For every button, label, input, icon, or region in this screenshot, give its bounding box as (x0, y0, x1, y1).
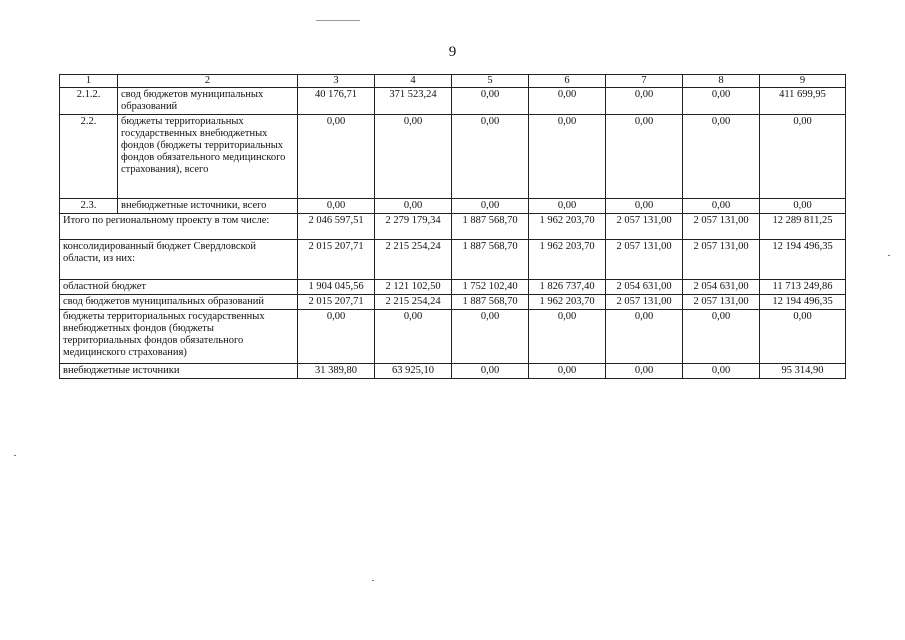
value-cell: 63 925,10 (375, 364, 452, 379)
value-cell: 2 057 131,00 (683, 295, 760, 310)
table-row (60, 199, 846, 214)
scan-speck (372, 580, 374, 581)
value-cell: 2 215 254,24 (375, 295, 452, 310)
page-number: 9 (448, 44, 457, 60)
value-cell: 0,00 (606, 199, 683, 214)
value-cell: 1 962 203,70 (529, 240, 606, 280)
value-cell: 0,00 (760, 115, 846, 199)
row-name: областной бюджет (60, 280, 298, 295)
value-cell: 0,00 (760, 199, 846, 214)
value-cell: 0,00 (452, 88, 529, 115)
value-cell: 0,00 (683, 364, 760, 379)
value-cell: 1 887 568,70 (452, 295, 529, 310)
table-row (60, 88, 846, 115)
value-cell: 0,00 (683, 310, 760, 364)
value-cell: 0,00 (452, 199, 529, 214)
value-cell: 0,00 (683, 88, 760, 115)
value-cell: 0,00 (452, 115, 529, 199)
value-cell: 11 713 249,86 (760, 280, 846, 295)
column-header: 1 (60, 75, 118, 88)
value-cell: 0,00 (529, 115, 606, 199)
value-cell: 2 057 131,00 (606, 295, 683, 310)
value-cell: 0,00 (683, 115, 760, 199)
value-cell: 2 215 254,24 (375, 240, 452, 280)
scan-speck (888, 255, 890, 256)
column-header: 8 (683, 75, 760, 88)
row-name: свод бюджетов муниципальных образований (118, 88, 298, 115)
row-name: внебюджетные источники (60, 364, 298, 379)
value-cell: 0,00 (529, 364, 606, 379)
row-code: 2.1.2. (60, 88, 118, 115)
value-cell: 40 176,71 (298, 88, 375, 115)
value-cell: 1 962 203,70 (529, 295, 606, 310)
value-cell: 2 015 207,71 (298, 240, 375, 280)
column-header: 9 (760, 75, 846, 88)
value-cell: 2 057 131,00 (683, 214, 760, 240)
table-row (60, 115, 846, 199)
column-header: 5 (452, 75, 529, 88)
row-name: бюджеты территориальных государственных внебюджетных фондов (бюджеты территориальных фондов обязательного медицинского страхования) (60, 310, 298, 364)
table-row (60, 295, 846, 310)
value-cell: 0,00 (683, 199, 760, 214)
column-header: 4 (375, 75, 452, 88)
value-cell: 0,00 (375, 310, 452, 364)
value-cell: 0,00 (529, 310, 606, 364)
value-cell: 1 752 102,40 (452, 280, 529, 295)
row-name: свод бюджетов муниципальных образований (60, 295, 298, 310)
value-cell: 2 046 597,51 (298, 214, 375, 240)
value-cell: 0,00 (606, 88, 683, 115)
value-cell: 2 121 102,50 (375, 280, 452, 295)
value-cell: 12 194 496,35 (760, 295, 846, 310)
table-row (60, 280, 846, 295)
column-header: 2 (118, 75, 298, 88)
value-cell: 2 015 207,71 (298, 295, 375, 310)
header-row (60, 75, 846, 88)
value-cell: 0,00 (760, 310, 846, 364)
scan-mark (316, 20, 360, 21)
value-cell: 12 194 496,35 (760, 240, 846, 280)
value-cell: 2 054 631,00 (683, 280, 760, 295)
value-cell: 95 314,90 (760, 364, 846, 379)
row-name: Итого по региональному проекту в том числе: (60, 214, 298, 240)
value-cell: 0,00 (529, 199, 606, 214)
value-cell: 411 699,95 (760, 88, 846, 115)
value-cell: 2 057 131,00 (683, 240, 760, 280)
table-row (60, 214, 846, 240)
table-body (60, 75, 846, 379)
table-row (60, 310, 846, 364)
value-cell: 0,00 (375, 199, 452, 214)
value-cell: 371 523,24 (375, 88, 452, 115)
value-cell: 0,00 (452, 310, 529, 364)
value-cell: 1 904 045,56 (298, 280, 375, 295)
table-row (60, 240, 846, 280)
value-cell: 1 962 203,70 (529, 214, 606, 240)
value-cell: 0,00 (606, 115, 683, 199)
value-cell: 0,00 (298, 115, 375, 199)
column-header: 6 (529, 75, 606, 88)
value-cell: 0,00 (606, 310, 683, 364)
value-cell: 0,00 (606, 364, 683, 379)
scan-speck (14, 455, 16, 456)
value-cell: 2 054 631,00 (606, 280, 683, 295)
column-header: 3 (298, 75, 375, 88)
row-code: 2.2. (60, 115, 118, 199)
row-name: консолидированный бюджет Свердловской области, из них: (60, 240, 298, 280)
value-cell: 1 826 737,40 (529, 280, 606, 295)
row-code: 2.3. (60, 199, 118, 214)
value-cell: 1 887 568,70 (452, 240, 529, 280)
row-name: бюджеты территориальных государственных внебюджетных фондов (бюджеты территориальных фондов обязательного медицинского страхования), всего (118, 115, 298, 199)
budget-table (59, 74, 846, 379)
value-cell: 0,00 (375, 115, 452, 199)
value-cell: 2 279 179,34 (375, 214, 452, 240)
value-cell: 1 887 568,70 (452, 214, 529, 240)
value-cell: 0,00 (298, 199, 375, 214)
value-cell: 0,00 (298, 310, 375, 364)
table-row (60, 364, 846, 379)
column-header: 7 (606, 75, 683, 88)
value-cell: 2 057 131,00 (606, 214, 683, 240)
value-cell: 0,00 (452, 364, 529, 379)
row-name: внебюджетные источники, всего (118, 199, 298, 214)
value-cell: 2 057 131,00 (606, 240, 683, 280)
value-cell: 31 389,80 (298, 364, 375, 379)
value-cell: 0,00 (529, 88, 606, 115)
value-cell: 12 289 811,25 (760, 214, 846, 240)
